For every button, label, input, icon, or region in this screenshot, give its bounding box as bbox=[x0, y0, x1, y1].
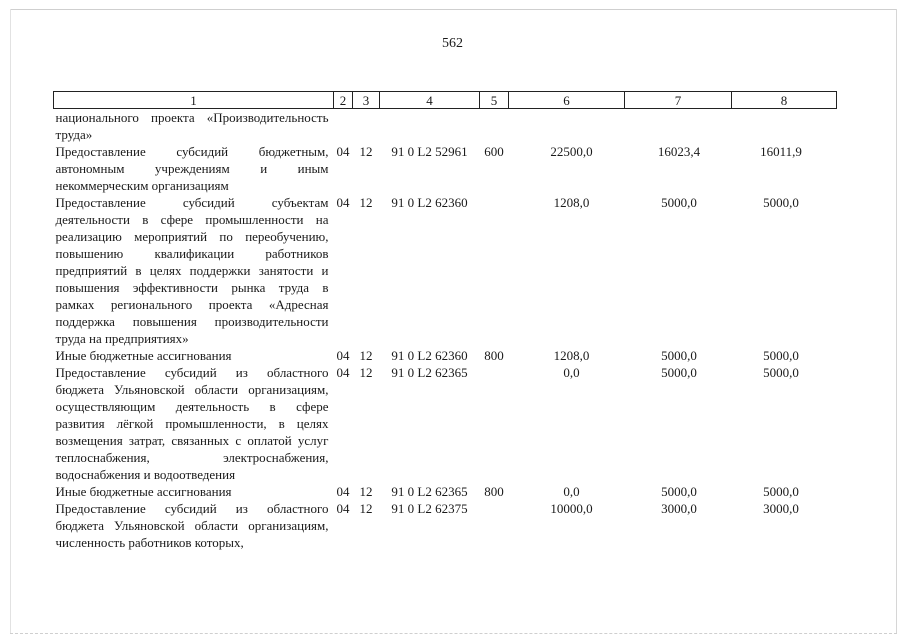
scan-edge-bottom bbox=[10, 633, 897, 634]
row-amount-8 bbox=[732, 109, 837, 144]
row-target-article: 91 0 L2 62360 bbox=[391, 348, 468, 363]
row-amount-7: 3000,0 bbox=[661, 501, 697, 516]
row-name: Иные бюджетные ассигнования bbox=[55, 348, 232, 363]
column-header-4: 4 bbox=[380, 92, 480, 109]
column-header-3: 3 bbox=[353, 92, 380, 109]
row-target-article: 91 0 L2 62360 bbox=[391, 195, 468, 210]
column-header-5: 5 bbox=[480, 92, 509, 109]
row-name: Предоставление субсидий из областного бюджета Ульяновской области организациям, осуществляющим деятельность в сфере развития лёгкой промышленности, в целях возмещения затрат, связанных с оплатой услуг теплоснабжения, электроснабжения, водоснабжения и водоотведения bbox=[55, 365, 329, 482]
column-header-8: 8 bbox=[732, 92, 837, 109]
scan-edge-right bbox=[896, 9, 897, 634]
page-number: 562 bbox=[442, 36, 463, 51]
row-amount-8: 5000,0 bbox=[763, 348, 799, 363]
row-amount-7 bbox=[625, 109, 732, 144]
table-header bbox=[54, 92, 837, 109]
row-name: Предоставление субсидий субъектам деятельности в сфере промышленности на реализацию мероприятий по переобучению, повышению квалификации работников предприятий в целях поддержки занятости и повышения эффективности рынка труда в рамках регионального проекта «Адресная поддержка повышения производительности труда на предприятиях» bbox=[55, 195, 329, 346]
row-amount-8: 5000,0 bbox=[763, 484, 799, 499]
row-amount-7: 5000,0 bbox=[661, 348, 697, 363]
table-row bbox=[54, 483, 837, 500]
row-amount-8: 5000,0 bbox=[763, 365, 799, 380]
table-row bbox=[54, 194, 837, 347]
column-header-1: 1 bbox=[54, 92, 334, 109]
row-section: 04 bbox=[336, 484, 350, 499]
row-amount-7: 16023,4 bbox=[657, 144, 701, 159]
row-amount-6: 10000,0 bbox=[550, 501, 593, 516]
table-body bbox=[54, 109, 837, 552]
row-amount-8: 5000,0 bbox=[763, 195, 799, 210]
row-subsection: 12 bbox=[359, 195, 373, 210]
row-amount-6: 1208,0 bbox=[553, 348, 590, 363]
row-subsection bbox=[353, 109, 380, 144]
column-header-6: 6 bbox=[509, 92, 625, 109]
row-amount-8: 3000,0 bbox=[763, 501, 799, 516]
row-section bbox=[334, 109, 353, 144]
scan-edge-left bbox=[10, 9, 11, 634]
row-amount-6: 22500,0 bbox=[550, 144, 593, 159]
row-amount-6 bbox=[509, 109, 625, 144]
row-subsection: 12 bbox=[359, 365, 373, 380]
column-header-7: 7 bbox=[625, 92, 732, 109]
row-name: Предоставление субсидий из областного бюджета Ульяновской области организациям, численность работников которых, bbox=[55, 501, 329, 550]
row-target-article bbox=[380, 109, 480, 144]
table-row bbox=[54, 109, 837, 144]
row-amount-6: 0,0 bbox=[563, 365, 580, 380]
table-row bbox=[54, 143, 837, 194]
row-subsection: 12 bbox=[359, 144, 373, 159]
row-expense-type: 600 bbox=[484, 144, 504, 159]
table-row bbox=[54, 500, 837, 551]
row-expense-type bbox=[480, 194, 509, 347]
row-amount-7: 5000,0 bbox=[661, 195, 697, 210]
row-name: национального проекта «Производительность труда» bbox=[55, 110, 329, 142]
header-row bbox=[54, 92, 837, 109]
row-amount-7: 5000,0 bbox=[661, 365, 697, 380]
row-subsection: 12 bbox=[359, 348, 373, 363]
row-expense-type bbox=[480, 364, 509, 483]
row-amount-6: 0,0 bbox=[563, 484, 580, 499]
table-row bbox=[54, 364, 837, 483]
row-subsection: 12 bbox=[359, 484, 373, 499]
row-expense-type: 800 bbox=[484, 484, 504, 499]
row-target-article: 91 0 L2 62365 bbox=[391, 365, 468, 380]
row-section: 04 bbox=[336, 144, 350, 159]
table-row bbox=[54, 347, 837, 364]
row-expense-type bbox=[480, 109, 509, 144]
row-target-article: 91 0 L2 52961 bbox=[391, 144, 468, 159]
row-expense-type bbox=[480, 500, 509, 551]
row-target-article: 91 0 L2 62365 bbox=[391, 484, 468, 499]
row-section: 04 bbox=[336, 501, 350, 516]
budget-table bbox=[53, 91, 837, 551]
row-subsection: 12 bbox=[359, 501, 373, 516]
row-amount-6: 1208,0 bbox=[553, 195, 590, 210]
row-section: 04 bbox=[336, 365, 350, 380]
row-section: 04 bbox=[336, 348, 350, 363]
row-section: 04 bbox=[336, 195, 350, 210]
scan-edge-top bbox=[10, 9, 897, 10]
row-name: Предоставление субсидий бюджетным, автономным учреждениям и иным некоммерческим организациям bbox=[55, 144, 329, 193]
column-header-2: 2 bbox=[334, 92, 353, 109]
row-target-article: 91 0 L2 62375 bbox=[391, 501, 468, 516]
row-expense-type: 800 bbox=[484, 348, 504, 363]
row-amount-8: 16011,9 bbox=[760, 144, 802, 159]
row-name: Иные бюджетные ассигнования bbox=[55, 484, 232, 499]
row-amount-7: 5000,0 bbox=[661, 484, 697, 499]
